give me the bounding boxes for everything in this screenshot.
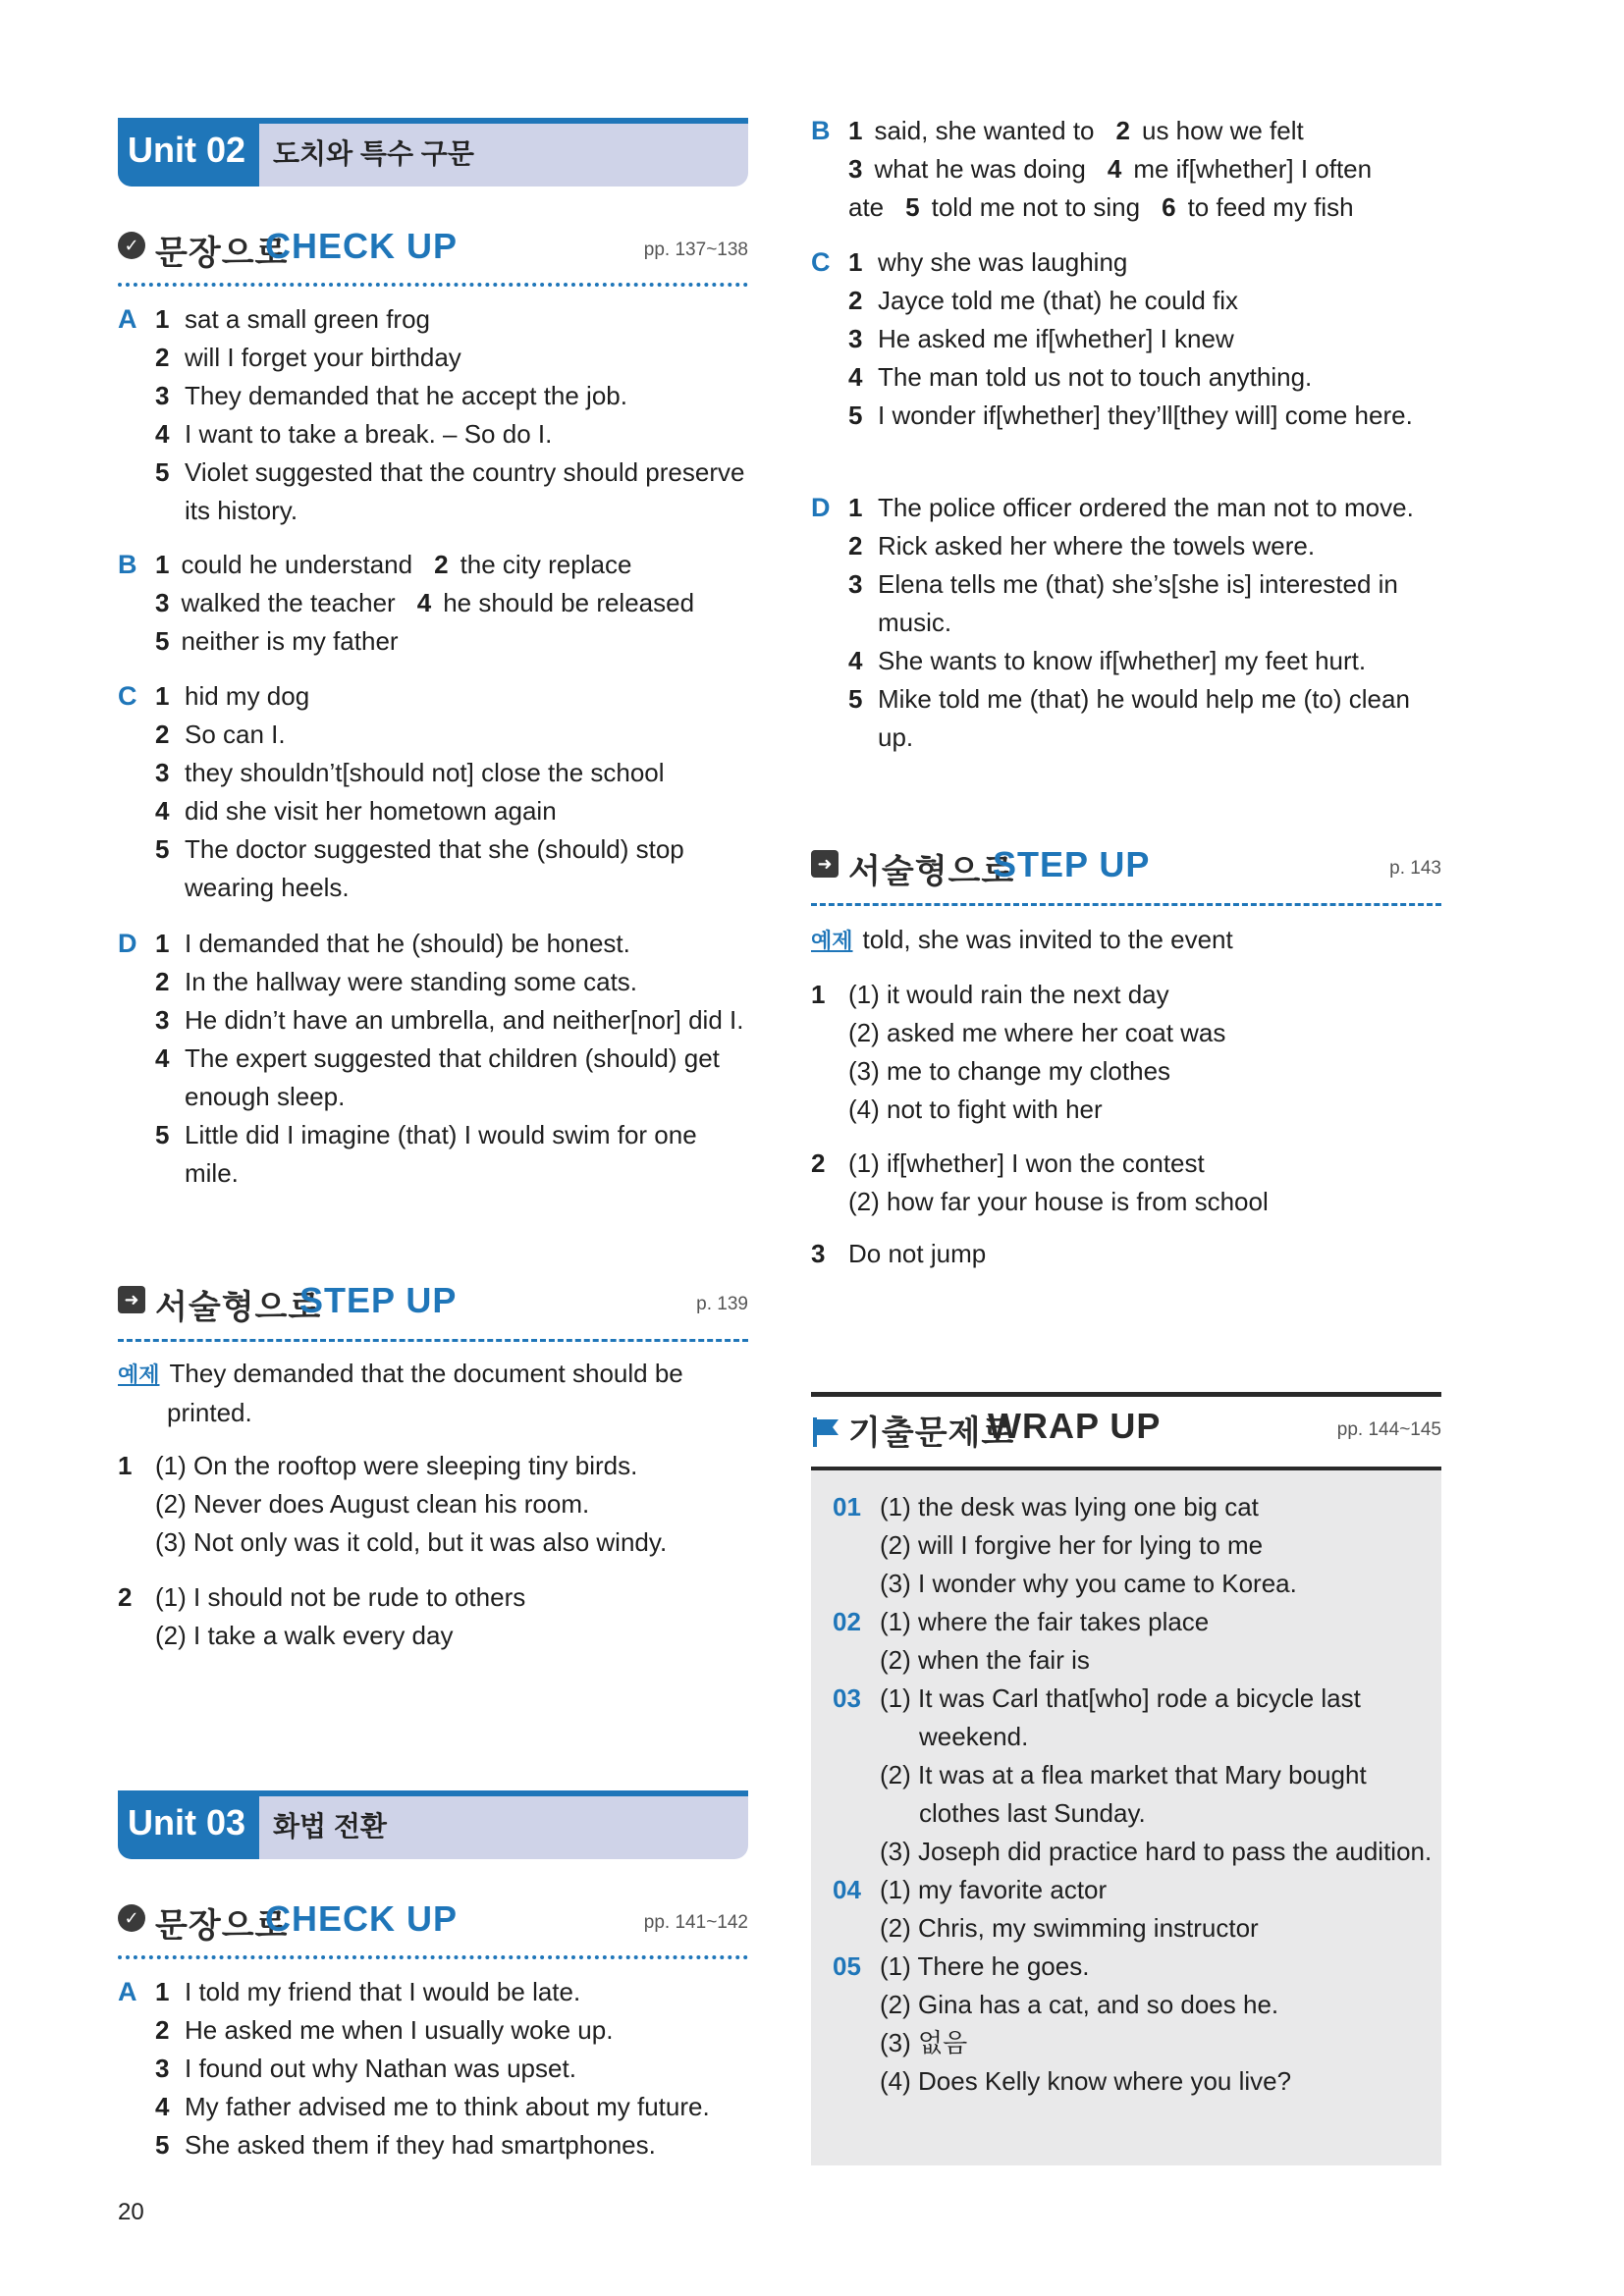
answer-row: 3 walked the teacher 4 he should be released: [155, 588, 695, 617]
wrap-up-header: [811, 1404, 1441, 1455]
answer-row: 1 said, she wanted to 2 us how we felt: [848, 116, 1304, 145]
check-up-header: [118, 224, 748, 275]
answer-item: 5 Little did I imagine (that) I would swim for one mile.: [155, 1120, 697, 1188]
example-answer: 예제 told, she was invited to the event: [811, 925, 1233, 954]
sub-answer: (2) asked me where her coat was: [848, 1018, 1226, 1047]
wrap-question: 05 (1) There he goes. (2) Gina has a cat, and so does he. (3) 없음 (4) Does Kelly know where you live?: [811, 1948, 1441, 2101]
block-letter: A: [118, 304, 137, 334]
page-reference: pp. 144~145: [1336, 1419, 1441, 1440]
answer-item: 1 I told my friend that I would be late.: [155, 1977, 581, 2006]
answer-item: 5 She asked them if they had smartphones.: [155, 2130, 656, 2160]
answer-item: 1 sat a small green frog: [155, 304, 431, 334]
section-divider: [118, 283, 748, 287]
answer-item: 3 They demanded that he accept the job.: [155, 381, 627, 410]
sub-answer: (2) Chris, my swimming instructor: [880, 1913, 1259, 1943]
answer-item: 5 Mike told me (that) he would help me (to) clean up.: [848, 684, 1410, 752]
section-divider: [118, 1339, 748, 1342]
wrap-question: 04 (1) my favorite actor (2) Chris, my swimming instructor: [811, 1871, 1441, 1948]
section-ko-label: 서술형으로: [155, 1289, 322, 1326]
section-ko-label: 문장으로: [155, 235, 289, 272]
wrap-up-box: [811, 1467, 1441, 2165]
answer-item: 2 So can I.: [155, 720, 286, 749]
sub-answer: (2) I take a walk every day: [155, 1621, 454, 1650]
sub-answer: (3) Not only was it cold, but it was also windy.: [155, 1527, 668, 1557]
answer-item: 1 I demanded that he (should) be honest.: [155, 929, 630, 958]
block-letter: D: [118, 929, 137, 958]
unit-03-tag: Unit 03: [118, 1790, 259, 1859]
sub-answer: (3) I wonder why you came to Korea.: [880, 1569, 1297, 1598]
answer-block-c: [118, 677, 748, 907]
page-reference: p. 139: [696, 1294, 748, 1314]
sub-answer: (4) Does Kelly know where you live?: [880, 2066, 1292, 2096]
answer-item: 4 did she visit her hometown again: [155, 796, 557, 826]
check-heart-icon: ✓: [118, 232, 145, 259]
section-ko-label: 문장으로: [155, 1907, 289, 1945]
answer-item: 1 hid my dog: [155, 681, 310, 711]
answer-item: 2 Rick asked her where the towels were.: [848, 531, 1316, 561]
answer-item: 4 The expert suggested that children (should) get enough sleep.: [155, 1043, 720, 1111]
section-ko-label: 서술형으로: [848, 853, 1015, 890]
answer-item: 5 The doctor suggested that she (should) stop wearing heels.: [155, 834, 684, 902]
step-up-header: [811, 842, 1441, 893]
sub-answer: (1) it would rain the next day: [848, 980, 1169, 1009]
sub-answer: (2) how far your house is from school: [848, 1187, 1269, 1216]
answer-item: 2 Jayce told me (that) he could fix: [848, 286, 1239, 315]
check-heart-icon: ✓: [118, 1904, 145, 1932]
unit-02-title: 도치와 특수 구문: [273, 138, 474, 169]
sub-answer: (2) will I forgive her for lying to me: [880, 1530, 1264, 1560]
answer-item: 5 Violet suggested that the country should preserve its history.: [155, 457, 745, 525]
section-en-label: WRAP UP: [988, 1406, 1162, 1446]
sub-answer: (1) where the fair takes place: [880, 1607, 1210, 1636]
answer-item: 2 He asked me when I usually woke up.: [155, 2015, 614, 2045]
sub-answer: (1) the desk was lying one big cat: [880, 1492, 1259, 1522]
answer-item: 2 In the hallway were standing some cats.: [155, 967, 638, 996]
sub-answer: (2) Never does August clean his room.: [155, 1489, 590, 1519]
section-ko-label: 기출문제로: [848, 1415, 1015, 1452]
section-en-label: STEP UP: [993, 844, 1151, 884]
example-label: 예제: [811, 929, 853, 953]
answer-item: 4 I want to take a break. – So do I.: [155, 419, 553, 449]
answer-item: 1 The police officer ordered the man not to move.: [848, 493, 1414, 522]
answer-row: 3 what he was doing 4 me if[whether] I often: [848, 154, 1373, 184]
sub-answer: Do not jump: [848, 1239, 987, 1268]
sub-answer: (1) my favorite actor: [880, 1875, 1108, 1904]
section-en-label: STEP UP: [299, 1280, 458, 1320]
answer-block-a: [118, 300, 748, 530]
section-en-label: CHECK UP: [265, 1898, 459, 1939]
step-up-q2: 2 (1) I should not be rude to others (2) I take a walk every day: [118, 1578, 748, 1655]
page-reference: pp. 137~138: [643, 240, 748, 260]
answer-item: 3 they shouldn’t[should not] close the school: [155, 758, 665, 787]
unit-02-tag: Unit 02: [118, 118, 259, 187]
answer-item: 2 will I forget your birthday: [155, 343, 461, 372]
example-label: 예제: [118, 1362, 160, 1387]
sub-answer: (4) not to fight with her: [848, 1095, 1103, 1124]
step-up-header: [118, 1278, 748, 1329]
answer-block-b: [118, 546, 748, 661]
sub-answer: (3) Joseph did practice hard to pass the audition.: [880, 1837, 1433, 1866]
block-letter: C: [811, 247, 831, 277]
unit-03-title: 화법 전환: [273, 1811, 387, 1842]
answer-row: 1 could he understand 2 the city replace: [155, 550, 632, 579]
answer-item: 5 I wonder if[whether] they’ll[they will] come here.: [848, 400, 1413, 430]
page-reference: p. 143: [1389, 858, 1441, 879]
answer-block-b: [811, 112, 1441, 227]
block-letter: C: [118, 681, 137, 711]
unit-02-banner: [118, 118, 748, 187]
arrow-right-icon: ➜: [118, 1286, 145, 1313]
check-up-header: [118, 1896, 748, 1948]
block-letter: D: [811, 493, 831, 522]
answer-row: 5 neither is my father: [155, 626, 399, 656]
step-up-q1: 1 (1) it would rain the next day (2) asked me where her coat was (3) me to change my clothes (4) not to fight with her: [811, 976, 1441, 1129]
sub-answer: (1) It was Carl that[who] rode a bicycle last weekend.: [880, 1683, 1361, 1751]
answer-item: 4 My father advised me to think about my future.: [155, 2092, 710, 2121]
answer-item: 3 Elena tells me (that) she’s[she is] interested in music.: [848, 569, 1398, 637]
example-answer: 예제 They demanded that the document should be printed.: [118, 1359, 683, 1427]
answer-block-a: [118, 1973, 748, 2164]
sub-answer: (1) if[whether] I won the contest: [848, 1148, 1205, 1178]
answer-item: 3 He asked me if[whether] I knew: [848, 324, 1234, 353]
wrap-question: 03 (1) It was Carl that[who] rode a bicycle last weekend. (2) It was at a flea market that Mary bought clothes last Sunday. (3) Joseph did practice hard to pass the audition.: [811, 1680, 1441, 1871]
block-letter: B: [118, 550, 137, 579]
block-letter: A: [118, 1977, 137, 2006]
sub-answer: (2) Gina has a cat, and so does he.: [880, 1990, 1279, 2019]
answer-item: 4 The man told us not to touch anything.: [848, 362, 1313, 392]
answer-row: ate 5 told me not to sing 6 to feed my fish: [848, 192, 1354, 222]
arrow-right-icon: ➜: [811, 850, 839, 878]
sub-answer: (1) There he goes.: [880, 1951, 1090, 1981]
section-en-label: CHECK UP: [265, 226, 459, 266]
sub-answer: (2) when the fair is: [880, 1645, 1090, 1675]
sub-answer: (3) me to change my clothes: [848, 1056, 1171, 1086]
wrap-question: 01 (1) the desk was lying one big cat (2) will I forgive her for lying to me (3) I wonder why you came to Korea.: [811, 1488, 1441, 1603]
wrap-up-top-rule: [811, 1392, 1441, 1397]
answer-item: 3 He didn’t have an umbrella, and neither[nor] did I.: [155, 1005, 744, 1035]
answer-block-c: [811, 243, 1441, 435]
sub-answer: (3) 없음: [880, 2028, 968, 2057]
section-divider: [811, 903, 1441, 906]
step-up-q2: 2 (1) if[whether] I won the contest (2) how far your house is from school: [811, 1145, 1441, 1221]
answer-item: 3 I found out why Nathan was upset.: [155, 2054, 576, 2083]
step-up-q1: 1 (1) On the rooftop were sleeping tiny birds. (2) Never does August clean his room. (3) Not only was it cold, but it was also windy.: [118, 1447, 748, 1562]
block-letter: B: [811, 116, 831, 145]
sub-answer: (2) It was at a flea market that Mary bought clothes last Sunday.: [880, 1760, 1367, 1828]
step-up-q3: 3 Do not jump: [811, 1235, 1441, 1273]
answer-block-d: [118, 925, 748, 1193]
flag-icon: [811, 1415, 840, 1449]
wrap-question: 02 (1) where the fair takes place (2) when the fair is: [811, 1603, 1441, 1680]
sub-answer: (1) I should not be rude to others: [155, 1582, 526, 1612]
answer-item: 1 why she was laughing: [848, 247, 1128, 277]
unit-03-banner: [118, 1790, 748, 1859]
section-divider: [118, 1955, 748, 1959]
answer-item: 4 She wants to know if[whether] my feet hurt.: [848, 646, 1367, 675]
page-number: 20: [118, 2199, 144, 2225]
page-reference: pp. 141~142: [643, 1912, 748, 1933]
answer-block-d: [811, 489, 1441, 757]
sub-answer: (1) On the rooftop were sleeping tiny birds.: [155, 1451, 638, 1480]
